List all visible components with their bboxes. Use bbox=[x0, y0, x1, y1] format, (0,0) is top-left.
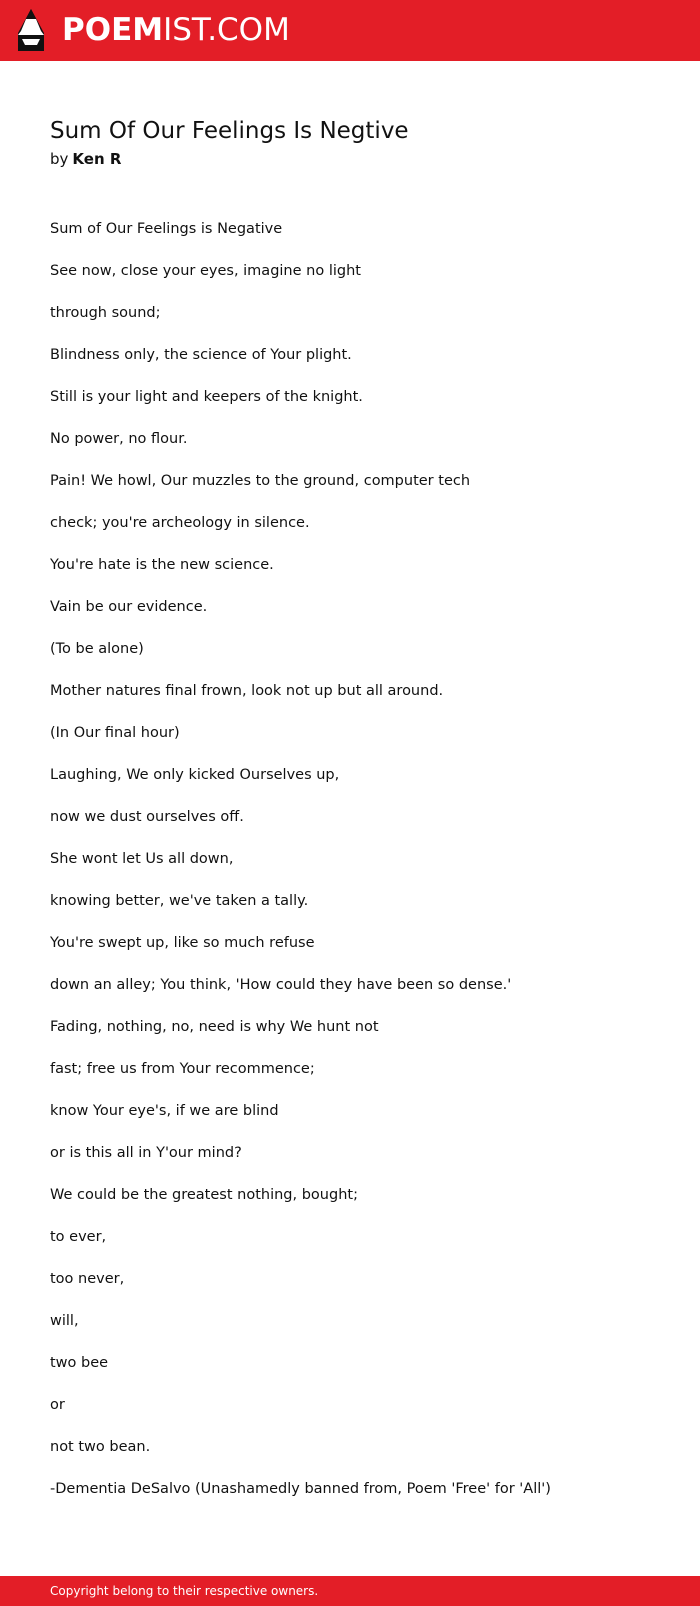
poem-line: to ever, bbox=[50, 1229, 107, 1245]
poem-line: You're hate is the new science. bbox=[50, 557, 274, 573]
poem-line: Fading, nothing, no, need is why We hunt not bbox=[50, 1019, 379, 1035]
poem-body bbox=[50, 216, 670, 1518]
site-logo-link[interactable] bbox=[62, 10, 290, 50]
by-label: by bbox=[50, 150, 69, 168]
poem-line: Mother natures final frown, look not up but all around. bbox=[50, 683, 444, 699]
poem-line: Blindness only, the science of Your plight. bbox=[50, 347, 352, 363]
poem-line: not two bean. bbox=[50, 1439, 151, 1455]
poem-line: down an alley; You think, 'How could they have been so dense.' bbox=[50, 977, 512, 993]
poem-line: You're swept up, like so much refuse bbox=[50, 935, 315, 951]
poem-line: We could be the greatest nothing, bought; bbox=[50, 1187, 358, 1203]
poem-line: Still is your light and keepers of the knight. bbox=[50, 389, 363, 405]
poem-line: too never, bbox=[50, 1271, 125, 1287]
poem-line: Sum of Our Feelings is Negative bbox=[50, 221, 283, 237]
poem-line: fast; free us from Your recommence; bbox=[50, 1061, 315, 1077]
poem-line: through sound; bbox=[50, 305, 161, 321]
poem-line: (To be alone) bbox=[50, 641, 144, 657]
brand-light: IST.COM bbox=[163, 12, 290, 48]
poem-line: -Dementia DeSalvo (Unashamedly banned from, Poem 'Free' for 'All') bbox=[50, 1481, 551, 1497]
poem-line: or bbox=[50, 1397, 65, 1413]
site-footer bbox=[0, 1576, 700, 1606]
poem-line: will, bbox=[50, 1313, 79, 1329]
site-header bbox=[0, 0, 700, 61]
author-name[interactable]: Ken R bbox=[72, 150, 122, 168]
poem-line: (In Our final hour) bbox=[50, 725, 180, 741]
copyright-text: Copyright belong to their respective owners. bbox=[50, 1584, 319, 1598]
poem-line: now we dust ourselves off. bbox=[50, 809, 244, 825]
pencil-icon[interactable] bbox=[17, 9, 45, 51]
poem-line: Pain! We howl, Our muzzles to the ground, computer tech bbox=[50, 473, 471, 489]
poem-line: Vain be our evidence. bbox=[50, 599, 208, 615]
poem-line: Laughing, We only kicked Ourselves up, bbox=[50, 767, 340, 783]
poem-line: two bee bbox=[50, 1355, 109, 1371]
poem-line: check; you're archeology in silence. bbox=[50, 515, 310, 531]
poem-line: know Your eye's, if we are blind bbox=[50, 1103, 279, 1119]
byline bbox=[50, 148, 121, 170]
poem-line: No power, no flour. bbox=[50, 431, 188, 447]
brand-bold: POEM bbox=[62, 12, 164, 48]
poem-line: She wont let Us all down, bbox=[50, 851, 234, 867]
poem-line: See now, close your eyes, imagine no light bbox=[50, 263, 361, 279]
poem-line: knowing better, we've taken a tally. bbox=[50, 893, 309, 909]
poem-title: Sum Of Our Feelings Is Negtive bbox=[50, 118, 409, 144]
poem-line: or is this all in Y'our mind? bbox=[50, 1145, 242, 1161]
